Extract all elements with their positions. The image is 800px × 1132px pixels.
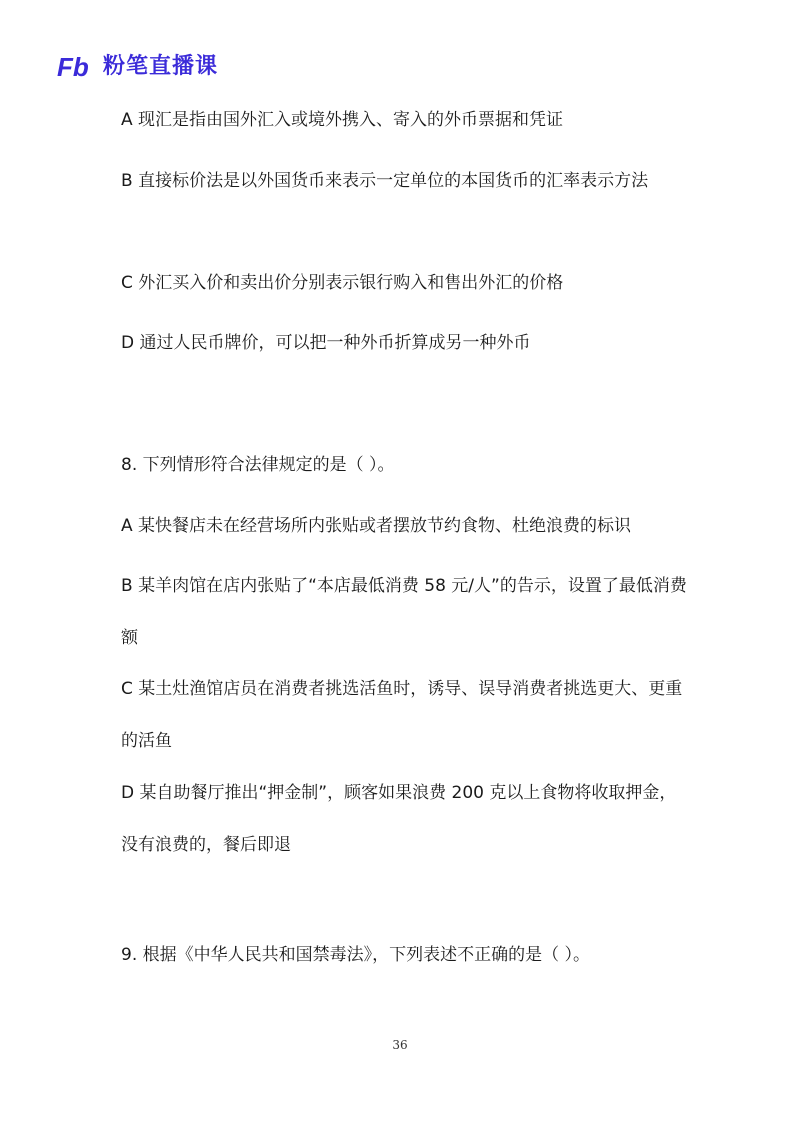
- q7-option-b: B 直接标价法是以外国货币来表示一定单位的本国货币的汇率表示方法: [121, 171, 649, 191]
- q7-option-a: A 现汇是指由国外汇入或境外携入、寄入的外币票据和凭证: [121, 110, 564, 130]
- q8-option-c: C 某土灶渔馆店员在消费者挑选活鱼时，诱导、误导消费者挑选更大、更重的活鱼: [121, 679, 683, 751]
- page-number: 36: [392, 1038, 408, 1052]
- fenbi-logo-icon: [57, 52, 97, 82]
- q8-option-b: B 某羊肉馆在店内张贴了“本店最低消费 58 元/人”的告示，设置了最低消费额: [121, 576, 687, 648]
- svg-text:Fb: Fb: [57, 52, 89, 82]
- q8-option-a: A 某快餐店未在经营场所内张贴或者摆放节约食物、杜绝浪费的标识: [121, 516, 632, 536]
- brand-header: [57, 50, 218, 84]
- q8-option-d: D 某自助餐厅推出“押金制”，顾客如果浪费 200 克以上食物将收取押金，没有浪费的，餐后即退: [121, 783, 677, 855]
- q8-question: 8. 下列情形符合法律规定的是（ ）。: [121, 455, 395, 475]
- brand-name: 粉笔直播课: [103, 54, 219, 79]
- q9-question: 9. 根据《中华人民共和国禁毒法》，下列表述不正确的是（ ）。: [121, 945, 591, 965]
- q7-option-d: D 通过人民币牌价，可以把一种外币折算成另一种外币: [121, 333, 531, 353]
- q7-option-c: C 外汇买入价和卖出价分别表示银行购入和售出外汇的价格: [121, 273, 564, 293]
